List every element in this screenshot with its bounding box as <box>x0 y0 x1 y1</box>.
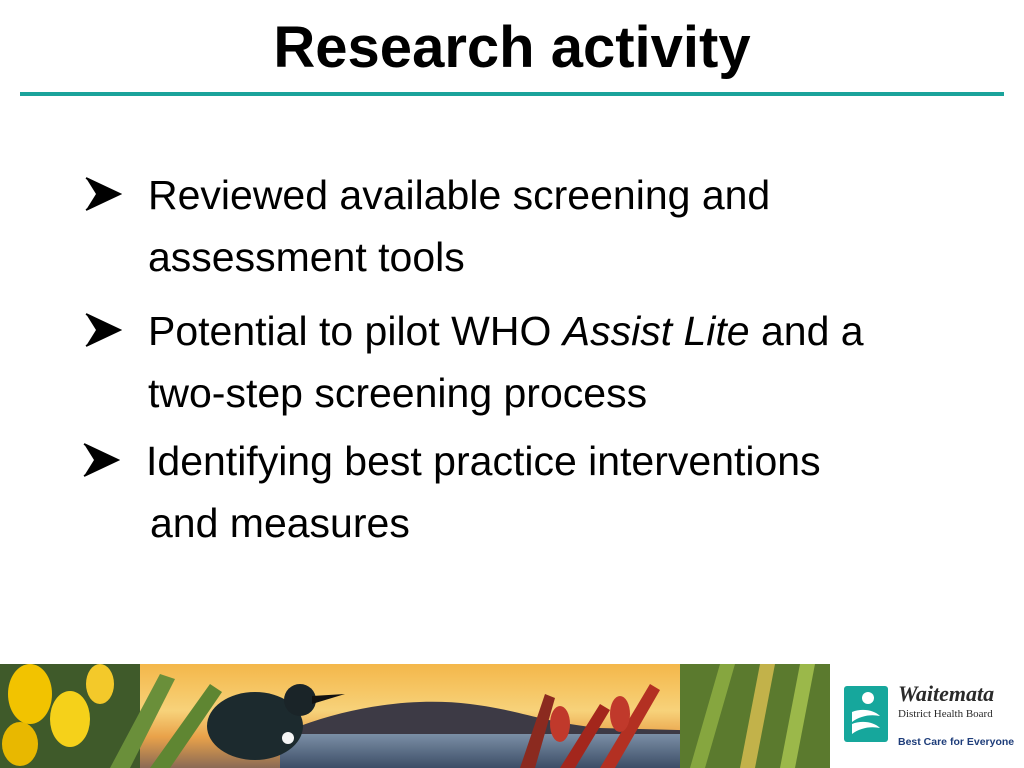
logo-name: Waitemata <box>898 681 995 706</box>
bullet-text-segment: Potential to pilot WHO <box>148 308 563 354</box>
slide-title: Research activity <box>273 15 751 80</box>
nature-scene-image <box>0 664 830 768</box>
bullet-text-line: Reviewed available screening and <box>148 172 771 218</box>
arrow-bullet-icon <box>84 176 122 212</box>
bullet-text-line: and measures <box>150 500 410 546</box>
bullet-text-segment: and a <box>749 308 864 354</box>
bullet-text-line: Identifying best practice interventions <box>146 438 821 484</box>
bullet-text-line <box>148 300 988 362</box>
logo-subtitle: District Health Board <box>898 708 993 720</box>
arrow-bullet-icon <box>82 442 120 478</box>
waitemata-logo-icon <box>844 686 888 742</box>
logo-tagline: Best Care for Everyone <box>898 736 1015 748</box>
footer-banner <box>0 664 1024 768</box>
bullet-text-line: two-step screening process <box>148 370 648 416</box>
logo-panel <box>830 664 1024 768</box>
arrow-bullet-icon <box>84 312 122 348</box>
bullet-emphasis: Assist Lite <box>562 308 750 354</box>
bullet-text-line: assessment tools <box>148 234 465 280</box>
